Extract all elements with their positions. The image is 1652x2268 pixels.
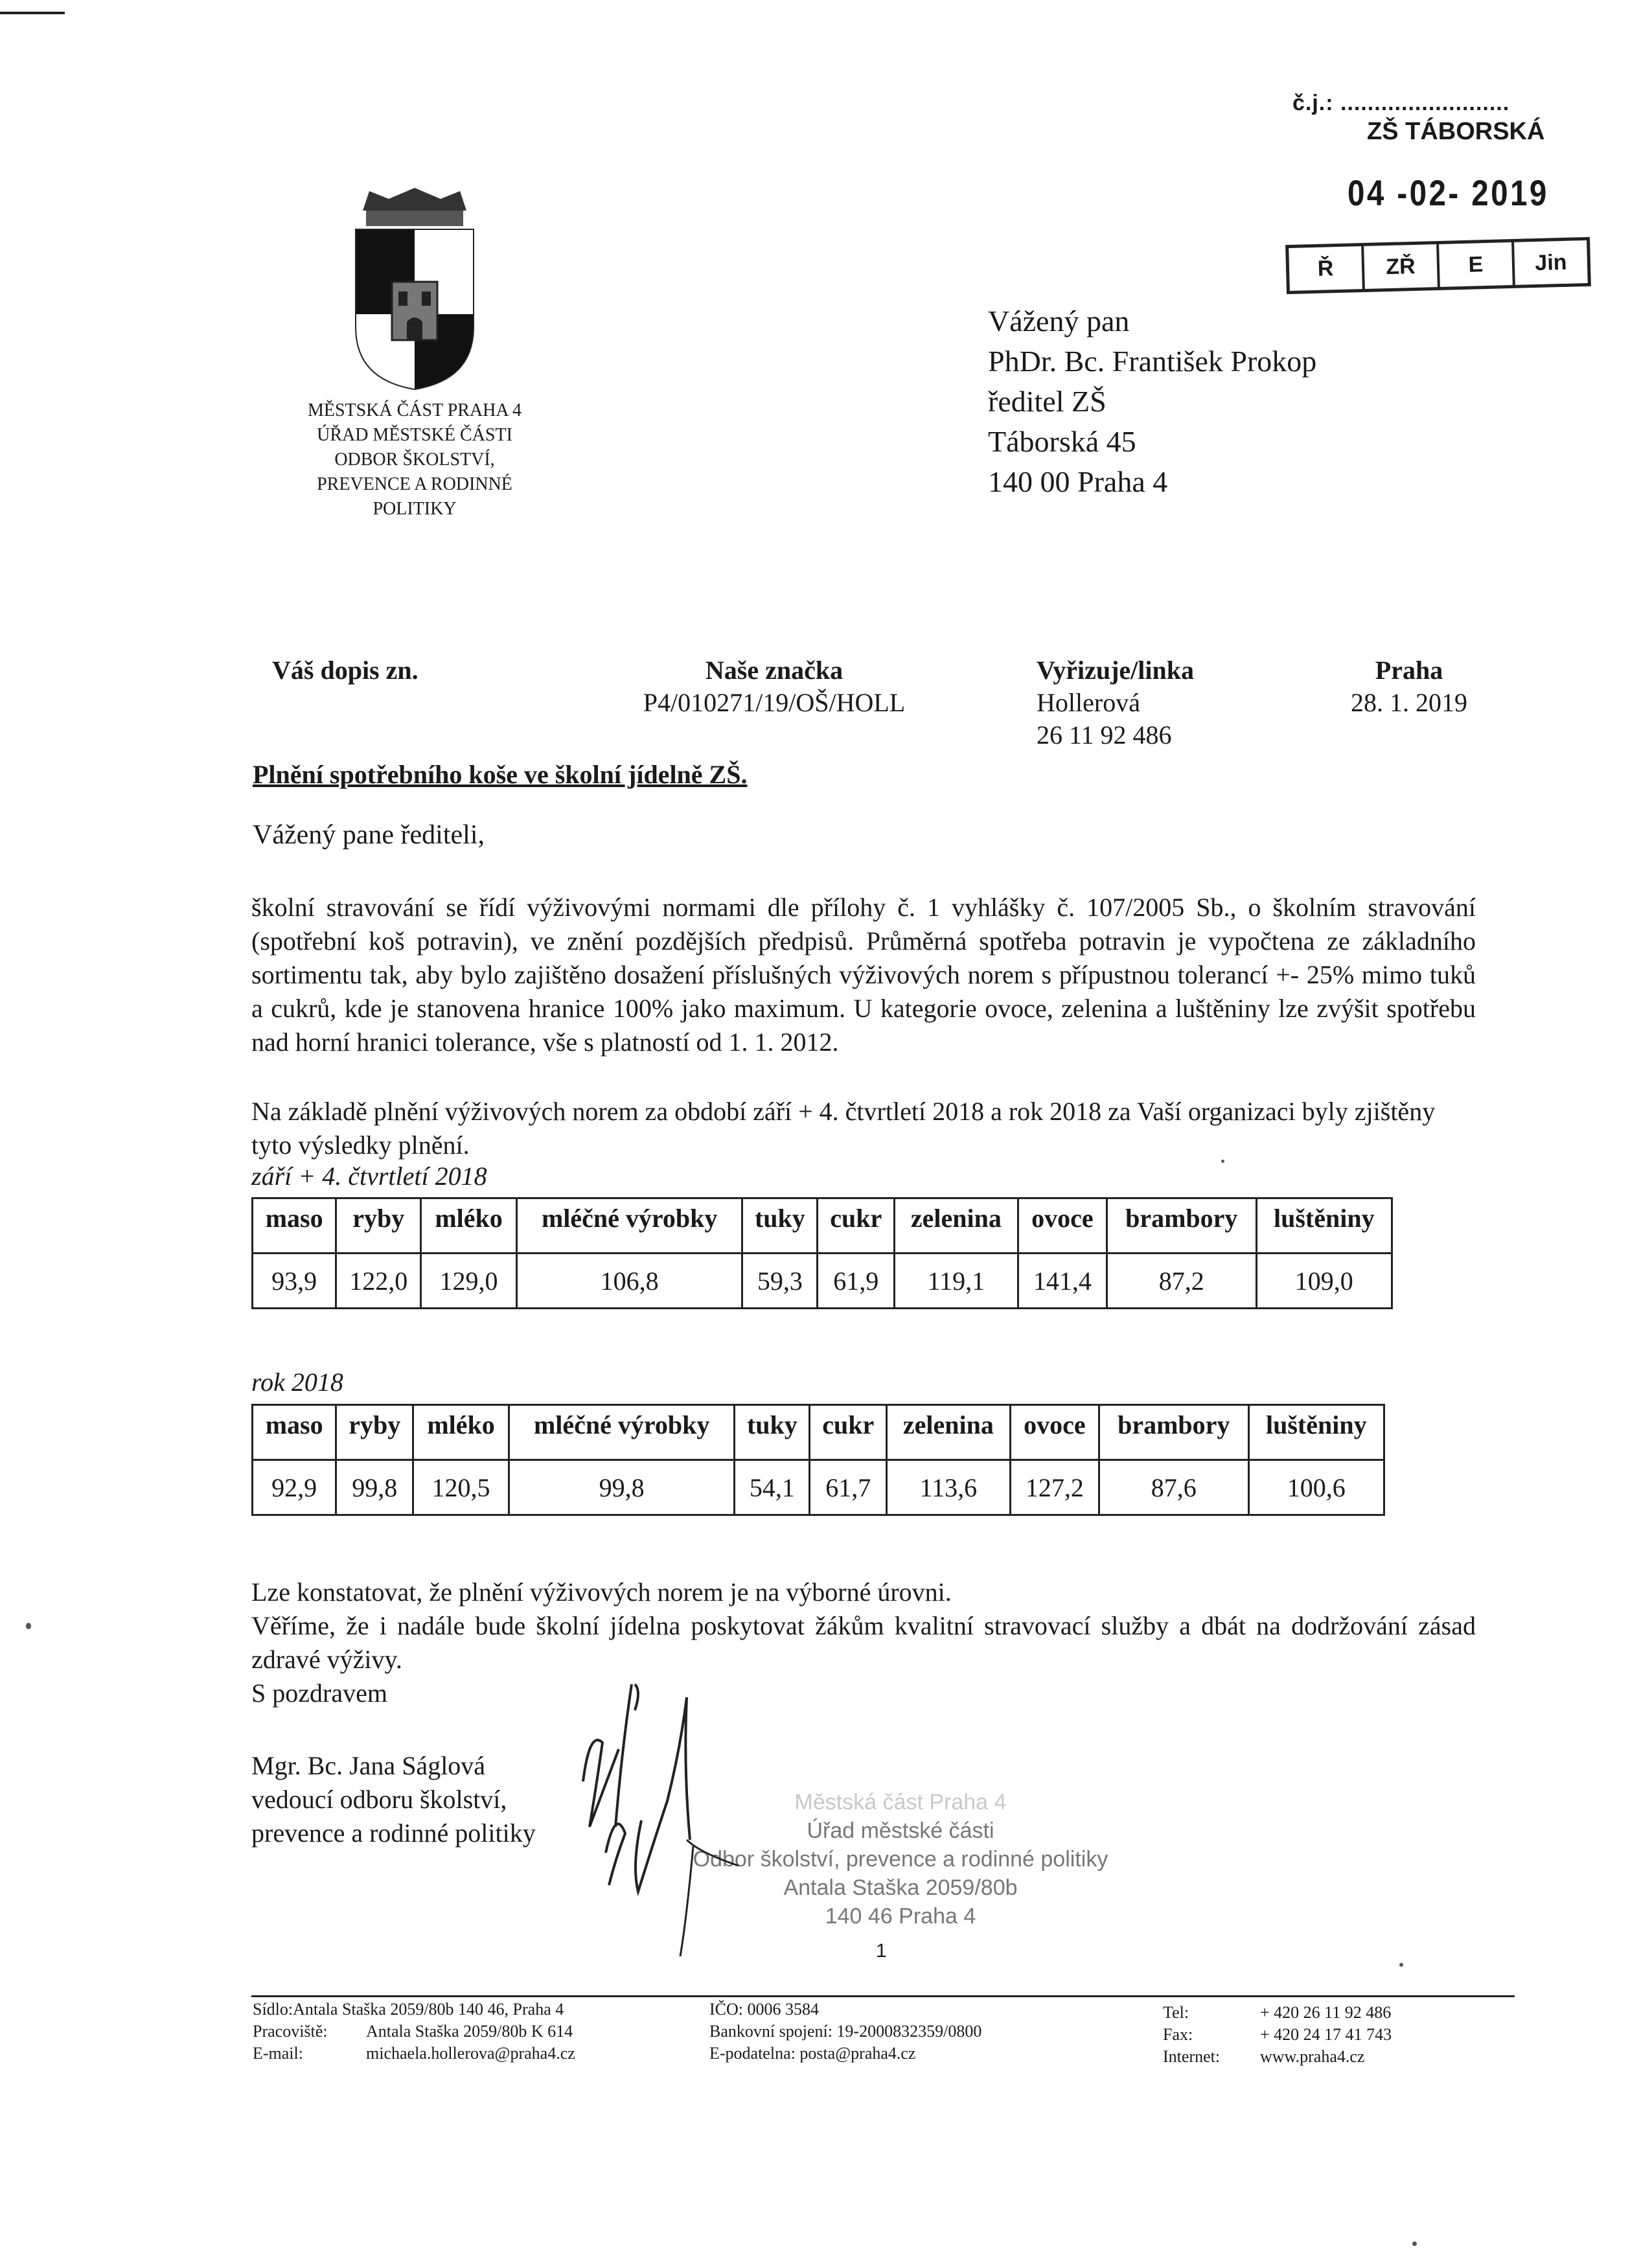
addressee-line: PhDr. Bc. František Prokop — [988, 345, 1317, 378]
page-number: 1 — [876, 1940, 887, 1962]
addressee-line: 140 00 Praha 4 — [988, 465, 1168, 498]
sender-line: PREVENCE A RODINNÉ — [317, 474, 512, 494]
conclusion-line: Lze konstatovat, že plnění výživových norem je na výborné úrovni. — [251, 1577, 952, 1607]
table-caption-period: září + 4. čtvrtletí 2018 — [251, 1162, 487, 1191]
handled-by-label: Vyřizuje/linka — [1037, 656, 1194, 685]
column-header: ovoce — [1018, 1198, 1107, 1254]
signatory-role: vedoucí odboru školství, — [251, 1785, 507, 1814]
stamp-routing-box — [1285, 237, 1591, 294]
column-header: luštěniny — [1248, 1405, 1384, 1460]
column-header: ryby — [336, 1405, 413, 1460]
footer-contact-middle — [709, 1999, 981, 2065]
table-cell: 87,6 — [1099, 1460, 1248, 1515]
table-cell: 92,9 — [253, 1460, 336, 1515]
stamp-cell: E — [1439, 242, 1515, 287]
table-header-row — [253, 1405, 1384, 1460]
footer-divider — [251, 1995, 1515, 1997]
table-cell: 99,8 — [336, 1460, 413, 1515]
sender-line: ODBOR ŠKOLSTVÍ, — [334, 450, 495, 470]
scan-speck — [1399, 1963, 1403, 1967]
footer-contact-right — [1163, 2002, 1392, 2068]
letter-subject: Plnění spotřebního koše ve školní jídelně ZŠ. — [253, 760, 748, 789]
table-cell: 93,9 — [253, 1254, 336, 1309]
column-header: mléčné výrobky — [509, 1405, 735, 1460]
column-header: maso — [253, 1198, 336, 1254]
table-cell: 106,8 — [517, 1254, 742, 1309]
our-ref-label: Naše značka — [705, 656, 843, 685]
column-header: cukr — [818, 1198, 895, 1254]
footer-email: michaela.hollerova@praha4.cz — [366, 2044, 575, 2063]
stamp-reference-number: č.j.: ......................... — [1292, 91, 1510, 115]
signatory-name: Mgr. Bc. Jana Ságlová — [251, 1751, 486, 1780]
closing-line: S pozdravem — [251, 1678, 387, 1708]
scan-speck — [1221, 1160, 1224, 1163]
column-header: ryby — [336, 1198, 421, 1254]
your-letter-label: Váš dopis zn. — [272, 656, 419, 685]
scan-speck — [1412, 2241, 1417, 2246]
footer-label: Tel: — [1163, 2003, 1189, 2022]
place-label: Praha — [1375, 656, 1443, 685]
greeting: Vážený pane řediteli, — [253, 820, 485, 850]
signatory-block — [251, 1749, 536, 1850]
handled-by — [1037, 654, 1194, 751]
scan-speck — [26, 1623, 31, 1629]
column-header: zelenina — [895, 1198, 1018, 1254]
stamp-line: Městská část Praha 4 — [794, 1790, 1007, 1815]
table-cell: 119,1 — [895, 1254, 1018, 1309]
table-cell: 113,6 — [887, 1460, 1011, 1515]
column-header: maso — [253, 1405, 336, 1460]
our-ref-value: P4/010271/19/OŠ/HOLL — [643, 688, 906, 717]
sender-line: MĚSTSKÁ ČÁST PRAHA 4 — [307, 400, 522, 420]
stamp-received-date: 04 -02- 2019 — [1348, 172, 1549, 213]
body-paragraph-1: školní stravování se řídí výživovými normami dle přílohy č. 1 vyhlášky č. 107/2005 Sb., o školním stravování (spotřební koš potravin), ve znění pozdějších předpisů. Průměrná spotřeba potravin je vypočtena ze základního sortimentu tak, aby bylo zajištěno dosažení příslušných výživových norem s přípustnou tolerancí +- 25% mimo tuků a cukrů, kde je stanovena hranice 100% jako maximum. U kategorie ovoce, zelenina a luštěniny lze zvýšit spotřebu nad horní hranici tolerance, vše s platností od 1. 1. 2012. — [251, 893, 1476, 1057]
addressee-block — [988, 301, 1316, 502]
column-header: mléčné výrobky — [517, 1198, 742, 1254]
column-header: cukr — [810, 1405, 887, 1460]
letter-date: 28. 1. 2019 — [1351, 688, 1467, 717]
table-cell: 59,3 — [742, 1254, 818, 1309]
table-cell: 100,6 — [1248, 1460, 1384, 1515]
footer-ico: IČO: 0006 3584 — [709, 2000, 819, 2019]
table-cell: 54,1 — [735, 1460, 810, 1515]
signatory-role: prevence a rodinné politiky — [251, 1818, 536, 1848]
conclusion-line: Věříme, že i nadále bude školní jídelna poskytovat žákům kvalitní stravovací služby a dbát na dodržování zásad zdravé výživy. — [251, 1611, 1476, 1674]
addressee-line: Táborská 45 — [988, 425, 1136, 458]
table-cell: 87,2 — [1107, 1254, 1256, 1309]
sender-line: ÚŘAD MĚSTSKÉ ČÁSTI — [317, 425, 512, 445]
footer-label: Internet: — [1163, 2047, 1221, 2066]
top-edge-line — [0, 12, 65, 14]
table-row — [253, 1254, 1392, 1309]
conclusion-block — [251, 1575, 1476, 1710]
footer-value: + 420 26 11 92 486 — [1260, 2003, 1392, 2022]
column-header: tuky — [735, 1405, 810, 1460]
footer-label: Pracoviště: — [253, 2022, 328, 2041]
sender-line: POLITIKY — [373, 499, 457, 519]
stamp-line: Antala Staška 2059/80b — [783, 1875, 1018, 1900]
stamp-school-name: ZŠ TÁBORSKÁ — [1367, 118, 1545, 145]
table-cell: 120,5 — [413, 1460, 509, 1515]
stamp-cell: Jin — [1534, 249, 1567, 276]
body-paragraph-2: Na základě plnění výživových norem za období září + 4. čtvrtletí 2018 a rok 2018 za Vaší organizaci byly zjištěny tyto výsledky plnění. — [251, 1097, 1436, 1160]
sender-department — [259, 398, 570, 521]
place-date — [1341, 654, 1477, 719]
results-table-period — [251, 1197, 1393, 1309]
table-header-row — [253, 1198, 1392, 1254]
stamp-line: 140 46 Praha 4 — [825, 1904, 976, 1929]
handwritten-signature — [570, 1671, 764, 1963]
column-header: tuky — [742, 1198, 818, 1254]
table-cell: 109,0 — [1256, 1254, 1392, 1309]
table-cell: 122,0 — [336, 1254, 421, 1309]
table-cell: 127,2 — [1010, 1460, 1099, 1515]
table-cell: 129,0 — [421, 1254, 517, 1309]
column-header: ovoce — [1010, 1405, 1099, 1460]
stamp-cell: Ř — [1289, 246, 1365, 291]
stamp-line: Odbor školství, prevence a rodinné politiky — [693, 1847, 1108, 1872]
column-header: mléko — [413, 1405, 509, 1460]
footer-label: Sídlo: — [253, 2000, 293, 2019]
addressee-line: ředitel ZŠ — [988, 385, 1107, 418]
footer-label: E-mail: — [253, 2044, 303, 2063]
column-header: brambory — [1107, 1198, 1256, 1254]
column-header: brambory — [1099, 1405, 1248, 1460]
table-cell: 61,7 — [810, 1460, 887, 1515]
footer-label: Fax: — [1163, 2025, 1193, 2044]
results-table-year — [251, 1404, 1385, 1516]
footer-value: + 420 24 17 41 743 — [1260, 2025, 1392, 2044]
stamp-cell: ZŘ — [1364, 244, 1440, 289]
column-header: mléko — [421, 1198, 517, 1254]
addressee-line: Vážený pan — [988, 304, 1130, 338]
table-cell: 141,4 — [1018, 1254, 1107, 1309]
column-header: luštěniny — [1256, 1198, 1392, 1254]
our-ref — [577, 654, 972, 719]
footer-contact-left — [253, 1999, 575, 2065]
your-letter-ref — [272, 654, 419, 687]
footer-website: www.praha4.cz — [1260, 2047, 1365, 2066]
coat-of-arms-icon — [350, 185, 479, 392]
handled-by-name: Hollerová — [1037, 688, 1140, 717]
table-cell: 61,9 — [818, 1254, 895, 1309]
footer-value: Antala Staška 2059/80b 140 46, Praha 4 — [293, 2000, 564, 2019]
footer-value: Antala Staška 2059/80b K 614 — [366, 2022, 573, 2041]
handled-by-phone: 26 11 92 486 — [1037, 720, 1172, 750]
footer-epodatelna: E-podatelna: posta@praha4.cz — [709, 2044, 916, 2063]
stamp-line: Úřad městské části — [807, 1818, 994, 1843]
table-row — [253, 1460, 1384, 1515]
column-header: zelenina — [887, 1405, 1011, 1460]
table-caption-year: rok 2018 — [251, 1368, 343, 1397]
table-cell: 99,8 — [509, 1460, 735, 1515]
footer-bank: Bankovní spojení: 19-2000832359/0800 — [709, 2022, 982, 2041]
